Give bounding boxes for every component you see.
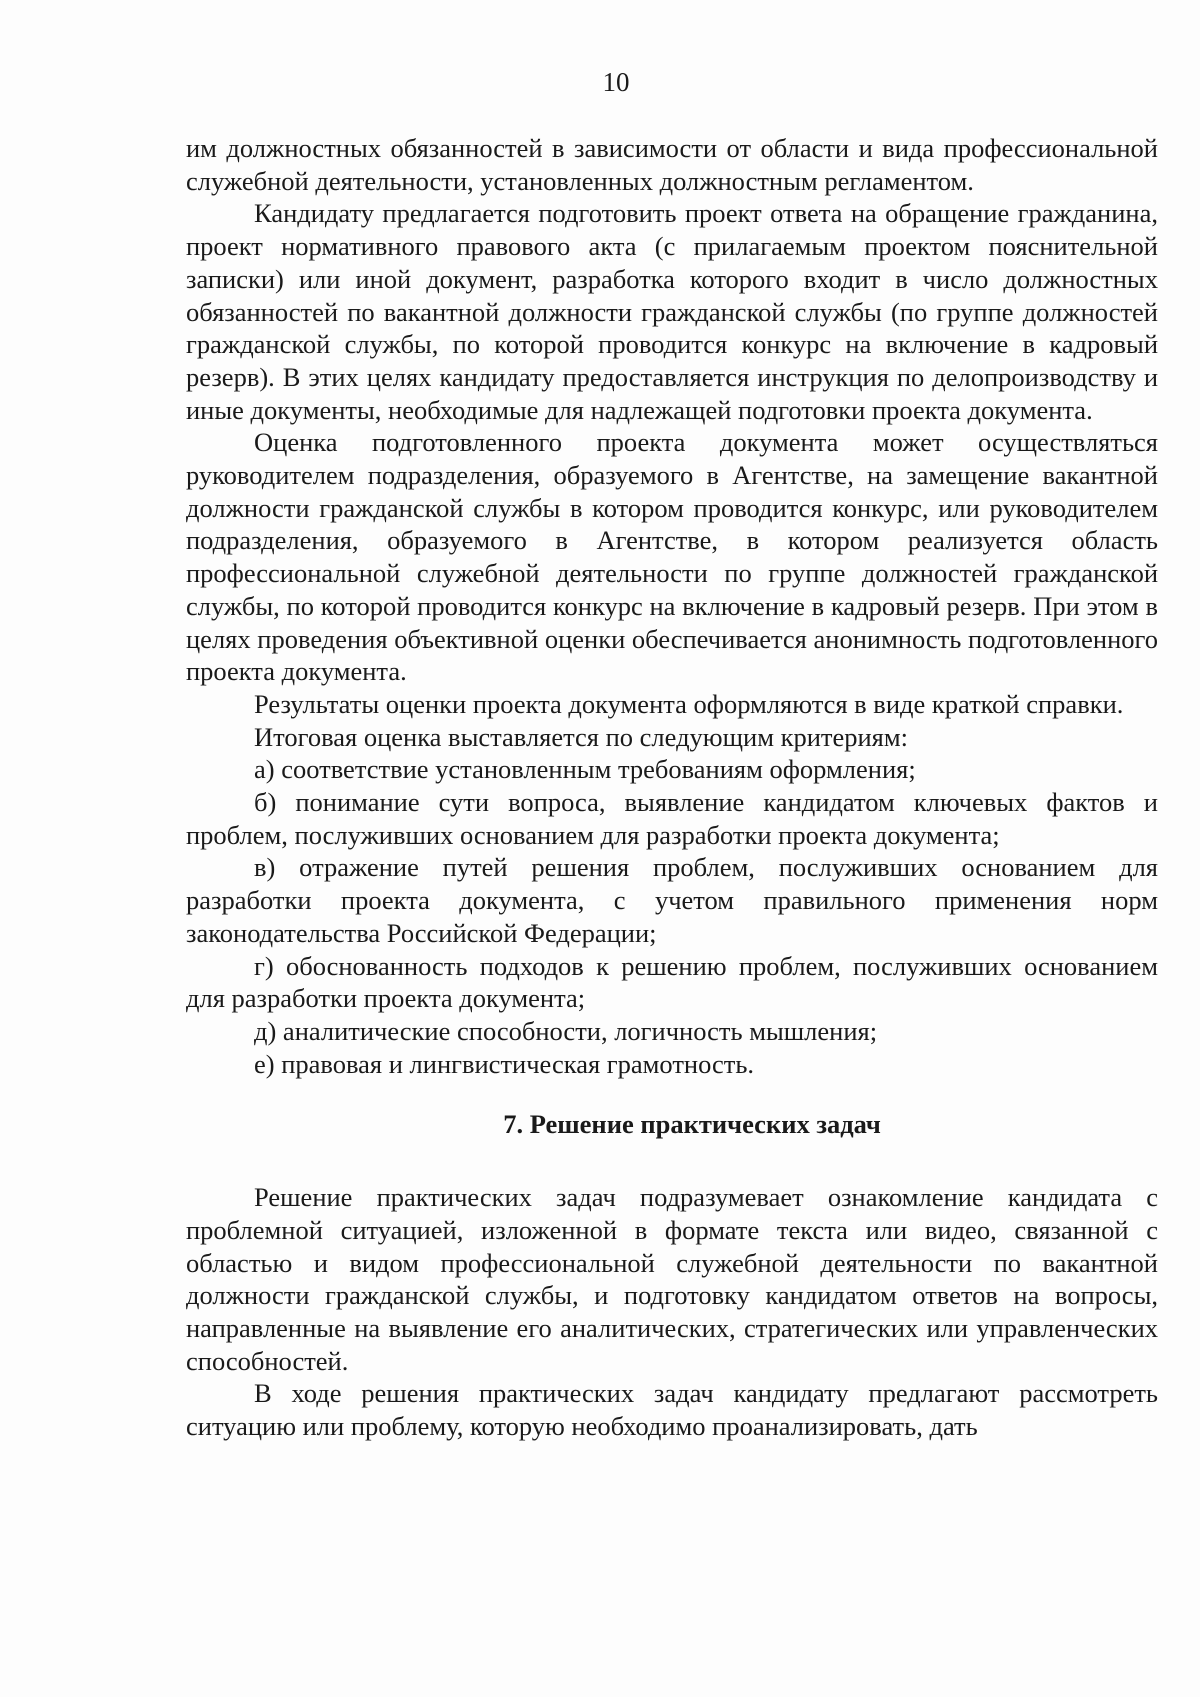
paragraph: Результаты оценки проекта документа оформляются в виде краткой справки.	[254, 688, 1124, 719]
list-item: г) обоснованность подходов к решению проблем, послуживших основанием для разработки проекта документа;	[186, 950, 1158, 1014]
list-item: б) понимание сути вопроса, выявление кандидатом ключевых фактов и проблем, послуживших основанием для разработки проекта документа;	[186, 787, 1158, 850]
list-item: д) аналитические способности, логичность мышления;	[254, 1015, 878, 1046]
paragraph: им должностных обязанностей в зависимости от области и вида профессиональной служебной деятельности, установленных должностным регламентом.	[186, 133, 1158, 196]
list-item: в) отражение путей решения проблем, послуживших основанием для разработки проекта документа, с учетом правильного применения норм законодательства Российской Федерации;	[186, 852, 1158, 948]
paragraph: Итоговая оценка выставляется по следующим критериям:	[254, 721, 908, 752]
paragraph: Решение практических задач подразумевает ознакомление кандидата с проблемной ситуацией, изложенной в формате текста или видео, связанной с областью и видом профессиональной служебной деятельности по вакантной должности гражданской службы, и подготовку кандидатом ответов на вопросы, направленные на выявление его аналитических, стратегических или управленческих способностей.	[186, 1182, 1158, 1376]
document-body	[186, 132, 1158, 1443]
page-number: 10	[602, 67, 630, 97]
paragraph: Кандидату предлагается подготовить проект ответа на обращение гражданина, проект нормативного правового акта (с прилагаемым проектом пояснительной записки) или иной документ, разработка которого входит в число должностных обязанностей по вакантной должности гражданской службы (по группе должностей гражданской службы, по которой проводится конкурс на включение в кадровый резерв). В этих целях кандидату предоставляется инструкция по делопроизводству и иные документы, необходимые для надлежащей подготовки проекта документа.	[186, 198, 1158, 425]
section-heading: 7. Решение практических задач	[503, 1109, 881, 1140]
list-item: а) соответствие установленным требованиям оформления;	[254, 754, 916, 785]
paragraph: Оценка подготовленного проекта документа может осуществляться руководителем подразделения, образуемого в Агентстве, на замещение вакантной должности гражданской службы в котором проводится конкурс, или руководителем подразделения, образуемого в Агентстве, в котором реализуется область профессиональной служебной деятельности по группе должностей гражданской службы, по которой проводится конкурс на включение в кадровый резерв. При этом в целях проведения объективной оценки обеспечивается анонимность подготовленного проекта документа.	[186, 427, 1158, 687]
paragraph: В ходе решения практических задач кандидату предлагают рассмотреть ситуацию или проблему, которую необходимо проанализировать, дать	[186, 1378, 1158, 1442]
list-item: е) правовая и лингвистическая грамотность.	[254, 1048, 755, 1079]
